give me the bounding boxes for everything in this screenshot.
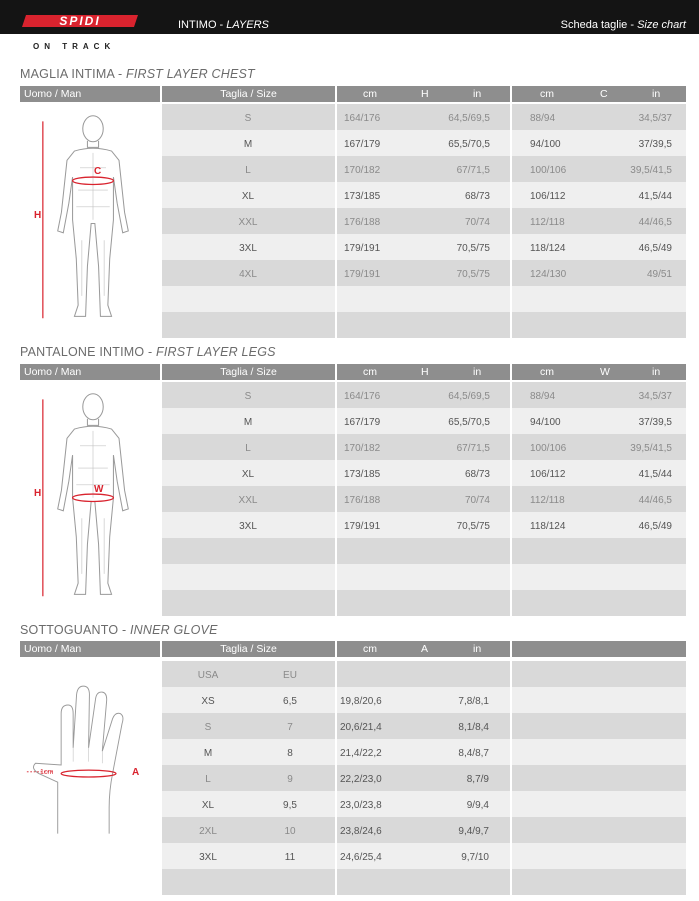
height-in: 64,5/69,5: [448, 113, 490, 124]
svg-text:SPIDI: SPIDI: [59, 14, 101, 28]
size-label: M: [243, 139, 253, 150]
column-header-gender: [20, 641, 160, 657]
size-usa: M: [203, 748, 213, 759]
height-in: 65,5/70,5: [448, 417, 490, 428]
circumference-in: 37/39,5: [638, 139, 672, 150]
section-title-plain: MAGLIA INTIMA -: [20, 67, 126, 81]
row-band: [337, 538, 510, 564]
row-band: [512, 817, 686, 843]
circumference-cm: 124/130: [530, 269, 567, 280]
row-band: [337, 564, 510, 590]
hand-cm: 19,8/20,6: [340, 696, 382, 707]
figure-label-offset: 1cm: [40, 769, 54, 776]
column-header-gender: [20, 364, 160, 380]
row-band: [512, 590, 686, 616]
size-label: L: [245, 165, 251, 176]
height-cm: 176/188: [344, 217, 381, 228]
row-band: [162, 843, 335, 869]
row-band: [337, 869, 510, 895]
column-header-label: Taglia / Size: [220, 88, 277, 100]
body-measurement-figure: [28, 106, 158, 328]
circumference-in: 46,5/49: [638, 521, 672, 532]
row-band: [162, 538, 335, 564]
row-band: [512, 739, 686, 765]
column-header-measure-a: [337, 86, 510, 102]
row-band: [162, 312, 335, 338]
size-eu: 8: [287, 748, 293, 759]
figure-label-girth: A: [132, 767, 140, 778]
section-title: [20, 67, 255, 81]
size-label: 4XL: [239, 269, 257, 280]
circumference-cm: 94/100: [530, 417, 561, 428]
row-band: [337, 590, 510, 616]
height-cm: 179/191: [344, 269, 381, 280]
circumference-cm: 100/106: [530, 443, 567, 454]
size-eu: 7: [287, 722, 293, 733]
height-in: 64,5/69,5: [448, 391, 490, 402]
size-usa: XS: [201, 696, 215, 707]
height-cm: 176/188: [344, 495, 381, 506]
size-label: L: [245, 443, 251, 454]
hand-in: 7,8/8,1: [458, 696, 489, 707]
height-cm: 164/176: [344, 113, 381, 124]
size-label: M: [243, 417, 253, 428]
circumference-in: 39,5/41,5: [630, 443, 672, 454]
height-cm: 179/191: [344, 243, 381, 254]
circumference-in: 46,5/49: [638, 243, 672, 254]
column-header-measure-b: [512, 364, 686, 380]
circumference-in: 44/46,5: [638, 495, 672, 506]
size-label: XXL: [238, 495, 258, 506]
hand-cm: 23,0/23,8: [340, 800, 382, 811]
column-header-unit: in: [652, 366, 661, 378]
column-header-unit: cm: [363, 366, 377, 378]
circumference-in: 41,5/44: [638, 191, 672, 202]
row-band: [512, 869, 686, 895]
hand-cm: 24,6/25,4: [340, 852, 382, 863]
row-band: [162, 765, 335, 791]
column-header-label: Uomo / Man: [24, 643, 82, 655]
figure-label-girth: C: [94, 166, 102, 177]
circumference-in: 39,5/41,5: [630, 165, 672, 176]
circumference-cm: 106/112: [530, 191, 566, 202]
column-header-measure-b: [512, 86, 686, 102]
column-header-unit: in: [652, 88, 661, 100]
circumference-in: 49/51: [646, 269, 672, 280]
height-cm: 173/185: [344, 469, 381, 480]
row-band: [512, 286, 686, 312]
header-doc-title: Scheda taglie - Size chart: [560, 19, 686, 31]
body-measurement-figure: [28, 384, 158, 606]
row-band: [162, 713, 335, 739]
height-cm: 179/191: [344, 521, 381, 532]
column-header-unit: cm: [540, 366, 554, 378]
size-label: 3XL: [239, 243, 257, 254]
height-in: 70,5/75: [456, 269, 490, 280]
size-label: XXL: [238, 217, 258, 228]
hand-in: 9/9,4: [466, 800, 489, 811]
header-bar: [0, 0, 699, 34]
height-in: 68/73: [464, 469, 490, 480]
size-label: XL: [241, 191, 255, 202]
circumference-in: 37/39,5: [638, 417, 672, 428]
hand-measurement-figure: [20, 677, 140, 853]
circumference-in: 44/46,5: [638, 217, 672, 228]
size-eu: 9,5: [283, 800, 297, 811]
figure-label-height: H: [34, 488, 42, 499]
height-cm: 173/185: [344, 191, 381, 202]
row-band: [162, 739, 335, 765]
circumference-cm: 118/124: [530, 243, 566, 254]
column-header-label: Uomo / Man: [24, 366, 82, 378]
height-cm: 167/179: [344, 139, 381, 150]
row-band: [162, 286, 335, 312]
size-usa: 2XL: [199, 826, 217, 837]
section-title-italic: INNER GLOVE: [129, 623, 218, 637]
row-band: [162, 791, 335, 817]
column-header-measure-a: [337, 641, 510, 657]
size-eu: 10: [284, 826, 296, 837]
column-header-unit: A: [421, 643, 429, 655]
hand-in: 9,7/10: [461, 852, 489, 863]
column-header-size: [162, 364, 335, 380]
size-label: 3XL: [239, 521, 257, 532]
column-header-unit: in: [473, 366, 482, 378]
row-band: [512, 765, 686, 791]
row-band: [162, 687, 335, 713]
size-usa: L: [205, 774, 211, 785]
height-in: 70/74: [464, 217, 490, 228]
section-title: [20, 345, 276, 359]
row-band: [512, 661, 686, 687]
row-band: [162, 590, 335, 616]
size-usa: S: [204, 722, 212, 733]
size-label: XL: [241, 469, 255, 480]
section-title-italic: FIRST LAYER CHEST: [126, 67, 255, 81]
size-label: S: [244, 391, 252, 402]
row-band: [337, 312, 510, 338]
circumference-in: 34,5/37: [638, 113, 672, 124]
size-eu: 11: [284, 852, 296, 863]
circumference-cm: 112/118: [530, 495, 565, 506]
column-header-unit: H: [421, 88, 429, 100]
row-band: [337, 661, 510, 687]
height-in: 70,5/75: [456, 243, 490, 254]
row-band: [337, 286, 510, 312]
hand-cm: 20,6/21,4: [340, 722, 382, 733]
figure-label-girth: W: [94, 484, 104, 495]
row-band: [512, 312, 686, 338]
column-header-size: [162, 641, 335, 657]
size-usa: 3XL: [199, 852, 217, 863]
row-band: [162, 869, 335, 895]
height-in: 70,5/75: [456, 521, 490, 532]
circumference-cm: 100/106: [530, 165, 567, 176]
column-header-size: [162, 86, 335, 102]
column-header-unit: C: [600, 88, 608, 100]
column-header-unit: cm: [540, 88, 554, 100]
height-cm: 170/182: [344, 165, 381, 176]
column-header-gender: [20, 86, 160, 102]
row-band: [512, 843, 686, 869]
circumference-in: 41,5/44: [638, 469, 672, 480]
column-header-unit: H: [421, 366, 429, 378]
logo-tagline: ON TRACK: [33, 42, 116, 51]
column-header-unit: cm: [363, 643, 377, 655]
circumference-cm: 88/94: [530, 113, 556, 124]
row-band: [512, 687, 686, 713]
height-in: 65,5/70,5: [448, 139, 490, 150]
section-title-plain: PANTALONE INTIMO -: [20, 345, 156, 359]
circumference-cm: 106/112: [530, 469, 566, 480]
hand-in: 8,7/9: [466, 774, 489, 785]
hand-cm: 23,8/24,6: [340, 826, 382, 837]
hand-cm: 22,2/23,0: [340, 774, 382, 785]
row-band: [512, 791, 686, 817]
column-header-measure-a: [337, 364, 510, 380]
hand-in: 9,4/9,7: [458, 826, 489, 837]
figure-label-height: H: [34, 210, 42, 221]
height-cm: 164/176: [344, 391, 381, 402]
size-eu: 9: [287, 774, 293, 785]
row-band: [512, 538, 686, 564]
size-label: S: [244, 113, 252, 124]
column-header-measure-b: [512, 641, 686, 657]
section-title-plain: SOTTOGUANTO -: [20, 623, 130, 637]
row-band: [162, 817, 335, 843]
circumference-cm: 118/124: [530, 521, 566, 532]
section-title-italic: FIRST LAYER LEGS: [155, 345, 276, 359]
height-in: 67/71,5: [456, 443, 490, 454]
circumference-in: 34,5/37: [638, 391, 672, 402]
row-band: [512, 564, 686, 590]
hand-in: 8,4/8,7: [458, 748, 489, 759]
hand-in: 8,1/8,4: [458, 722, 489, 733]
column-header-unit: W: [600, 366, 610, 378]
spidi-logo: [22, 13, 140, 35]
height-cm: 167/179: [344, 417, 381, 428]
height-cm: 170/182: [344, 443, 381, 454]
column-header-unit: cm: [363, 88, 377, 100]
circumference-cm: 112/118: [530, 217, 565, 228]
column-header-unit: in: [473, 88, 482, 100]
column-header-label: Taglia / Size: [220, 643, 277, 655]
height-in: 67/71,5: [456, 165, 490, 176]
hand-cm: 21,4/22,2: [340, 748, 382, 759]
row-band: [162, 564, 335, 590]
circumference-cm: 88/94: [530, 391, 556, 402]
size-usa: USA: [197, 670, 219, 681]
column-header-label: Uomo / Man: [24, 88, 82, 100]
circumference-cm: 94/100: [530, 139, 561, 150]
row-band: [512, 713, 686, 739]
header-category: INTIMO - LAYERS: [178, 19, 269, 31]
size-usa: XL: [201, 800, 215, 811]
row-band: [162, 661, 335, 687]
column-header-label: Taglia / Size: [220, 366, 277, 378]
section-title: [20, 623, 218, 637]
size-eu: 6,5: [283, 696, 297, 707]
size-eu: EU: [283, 670, 297, 681]
height-in: 68/73: [464, 191, 490, 202]
column-header-unit: in: [473, 643, 482, 655]
height-in: 70/74: [464, 495, 490, 506]
